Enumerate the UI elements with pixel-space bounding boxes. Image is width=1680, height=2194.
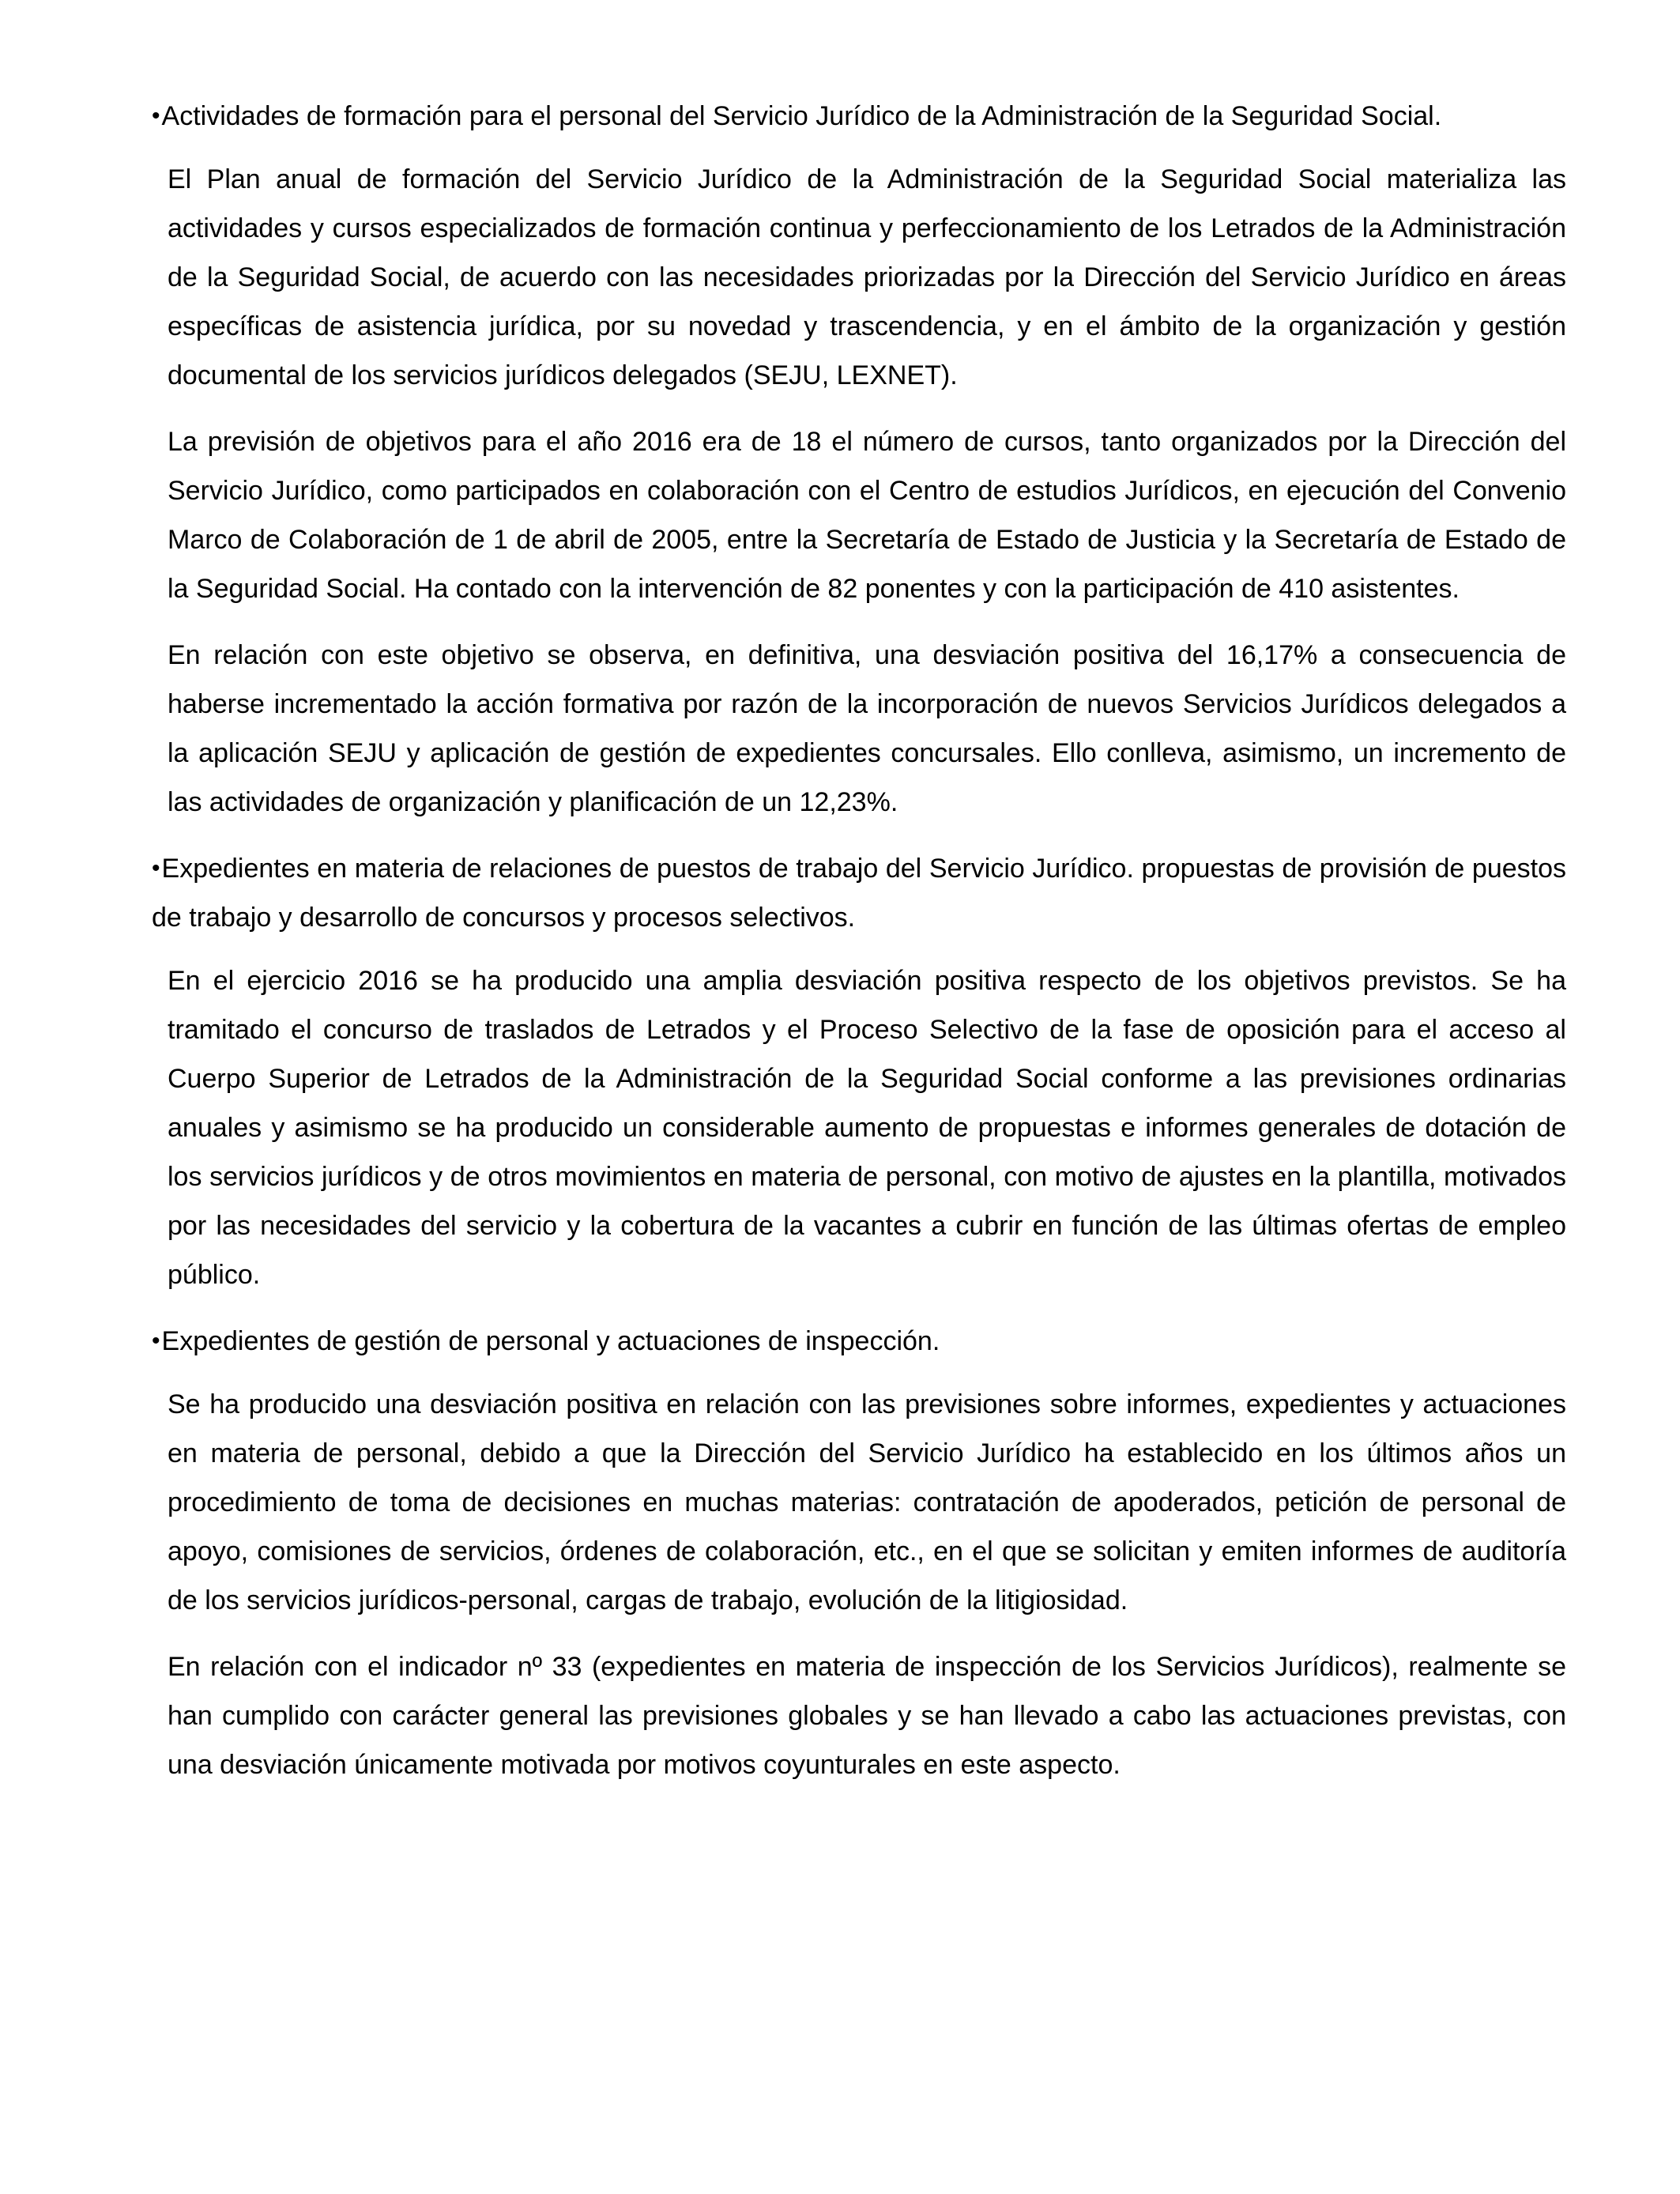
section-formacion — [152, 92, 1566, 827]
bullet-icon: • — [152, 1328, 160, 1354]
section-heading — [152, 1317, 1566, 1366]
section-heading-text: Expedientes de gestión de personal y actuaciones de inspección. — [161, 1326, 940, 1356]
bullet-icon: • — [152, 103, 160, 129]
paragraph: En relación con este objetivo se observa, en definitiva, una desviación positiva del 16,17% a consecuencia de haberse incrementado la acción formativa por razón de la incorporación de nuevos Servicios Jurídicos delegados a la aplicación SEJU y aplicación de gestión de expedientes concursales. Ello conlleva, asimismo, un incremento de las actividades de organización y planificación de un 12,23%. — [168, 640, 1566, 817]
paragraph: La previsión de objetivos para el año 2016 era de 18 el número de cursos, tanto organizados por la Dirección del Servicio Jurídico, como participados en colaboración con el Centro de estudios Jurídicos, en ejecución del Convenio Marco de Colaboración de 1 de abril de 2005, entre la Secretaría de Estado de Justicia y la Secretaría de Estado de la Seguridad Social. Ha contado con la intervención de 82 ponentes y con la participación de 410 asistentes. — [168, 427, 1566, 604]
section-heading — [152, 844, 1566, 942]
section-heading-text: Actividades de formación para el personal del Servicio Jurídico de la Administración de la Seguridad Social. — [161, 101, 1442, 131]
paragraph: En el ejercicio 2016 se ha producido una amplia desviación positiva respecto de los objetivos previstos. Se ha tramitado el concurso de traslados de Letrados y el Proceso Selectivo de la fase de oposición para el acceso al Cuerpo Superior de Letrados de la Administración de la Seguridad Social conforme a las previsiones ordinarias anuales y asimismo se ha producido un considerable aumento de propuestas e informes generales de dotación de los servicios jurídicos y de otros movimientos en materia de personal, con motivo de ajustes en la plantilla, motivados por las necesidades del servicio y la cobertura de la vacantes a cubrir en función de las últimas ofertas de empleo público. — [168, 966, 1566, 1290]
paragraph: En relación con el indicador nº 33 (expedientes en materia de inspección de los Servicios Jurídicos), realmente se han cumplido con carácter general las previsiones globales y se han llevado a cabo las actuaciones previstas, con una desviación únicamente motivada por motivos coyunturales en este aspecto. — [168, 1652, 1566, 1780]
section-gestion-personal — [152, 1317, 1566, 1789]
bullet-icon: • — [152, 855, 160, 881]
document-body — [152, 92, 1566, 1807]
section-relaciones-puestos — [152, 844, 1566, 1299]
paragraph: Se ha producido una desviación positiva en relación con las previsiones sobre informes, expedientes y actuaciones en materia de personal, debido a que la Dirección del Servicio Jurídico ha establecido en los últimos años un procedimiento de toma de decisiones en muchas materias: contratación de apoderados, petición de personal de apoyo, comisiones de servicios, órdenes de colaboración, etc., en el que se solicitan y emiten informes de auditoría de los servicios jurídicos-personal, cargas de trabajo, evolución de la litigiosidad. — [168, 1389, 1566, 1615]
paragraph: El Plan anual de formación del Servicio Jurídico de la Administración de la Seguridad Social materializa las actividades y cursos especializados de formación continua y perfeccionamiento de los Letrados de la Administración de la Seguridad Social, de acuerdo con las necesidades priorizadas por la Dirección del Servicio Jurídico en áreas específicas de asistencia jurídica, por su novedad y trascendencia, y en el ámbito de la organización y gestión documental de los servicios jurídicos delegados (SEJU, LEXNET). — [168, 164, 1566, 390]
section-heading-text: Expedientes en materia de relaciones de puestos de trabajo del Servicio Jurídico. propuestas de provisión de puestos de trabajo y desarrollo de concursos y procesos selectivos. — [152, 854, 1566, 933]
section-heading — [152, 92, 1566, 141]
